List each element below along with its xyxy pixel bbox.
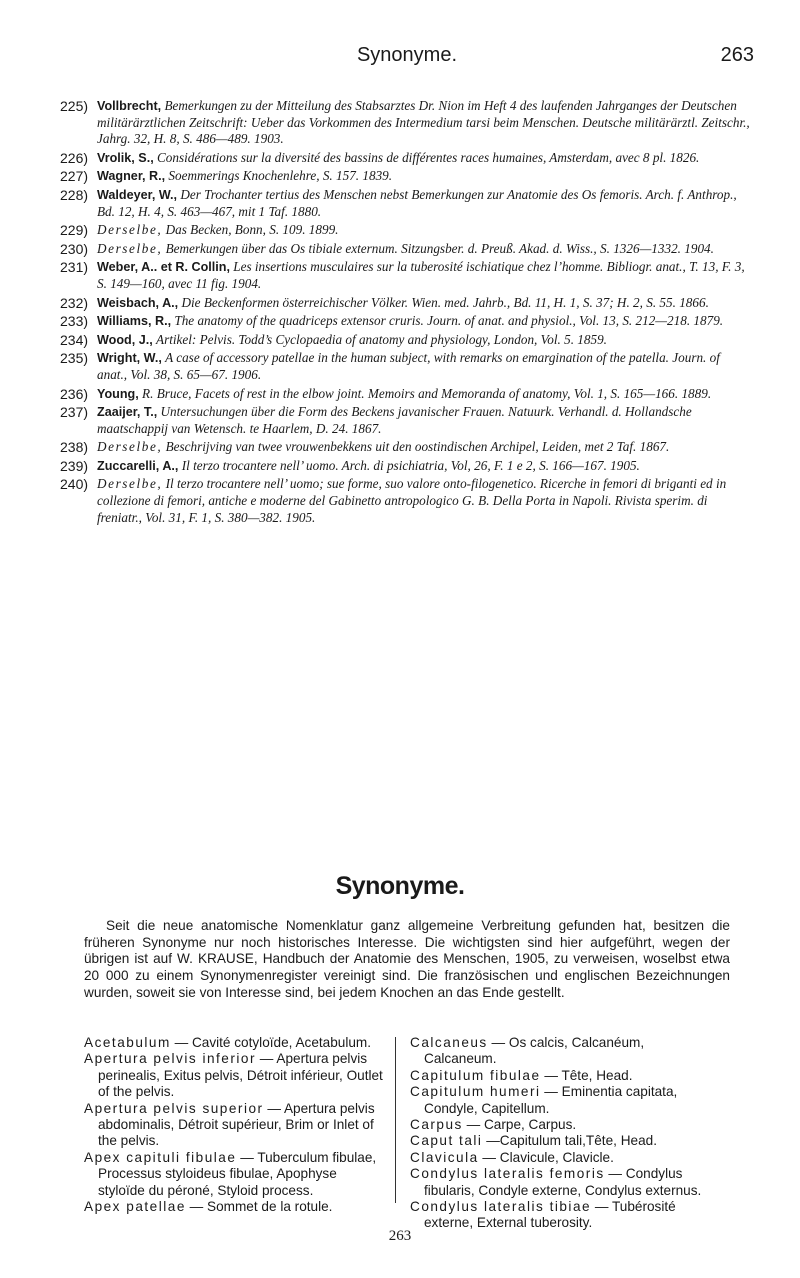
reference-author-spaced: Derselbe, xyxy=(97,439,163,455)
reference-number: 238) xyxy=(60,439,89,456)
synonym-term: Clavicula xyxy=(410,1149,479,1165)
reference-text: A case of accessory patellae in the human subject, with remarks on emargination of the patella. Journ. of anat., Vol. 38, S. 65—67. 1906. xyxy=(97,350,720,382)
page-number-top: 263 xyxy=(720,44,754,66)
synonym-text: — Tubérosité externe, External tuberosity. xyxy=(424,1199,676,1231)
synonym-text: — Os calcis, Calcanéum, Calcaneum. xyxy=(424,1035,645,1067)
synonym-entry xyxy=(410,1117,710,1133)
synonym-text: — Apertura pelvis abdominalis, Détroit supérieur, Brim or Inlet of the pelvis. xyxy=(98,1100,375,1149)
reference-text: Soemmerings Knochenlehre, S. 157. 1839. xyxy=(168,168,393,184)
reference-number: 237) xyxy=(60,404,89,421)
reference-item xyxy=(60,241,750,258)
reference-item xyxy=(60,168,750,185)
reference-number: 235) xyxy=(60,350,89,367)
synonym-term: Apex patellae xyxy=(84,1199,186,1215)
synonym-entry xyxy=(84,1101,384,1150)
synonym-text: — Clavicule, Clavicle. xyxy=(478,1149,614,1165)
reference-item xyxy=(60,295,750,312)
reference-number: 228) xyxy=(60,186,89,203)
reference-author-spaced: Derselbe, xyxy=(97,476,163,492)
synonym-column-right xyxy=(410,1035,710,1232)
synonym-entry xyxy=(84,1199,384,1215)
reference-item xyxy=(60,222,750,239)
reference-text: Das Becken, Bonn, S. 109. 1899. xyxy=(165,222,339,238)
reference-number: 232) xyxy=(60,294,89,311)
reference-author: Zuccarelli, A., xyxy=(97,458,179,473)
synonym-column-left xyxy=(84,1035,384,1215)
synonym-text: — Sommet de la rotule. xyxy=(185,1199,333,1215)
reference-author: Waldeyer, W., xyxy=(97,187,178,202)
reference-item xyxy=(60,259,750,292)
reference-text: Untersuchungen über die Form des Beckens javanischer Frauen. Natuurk. Verhandl. d. Hollandsche maatschappij van Wetensch. te Haarlem, D. 24. 1867. xyxy=(97,404,692,436)
reference-item xyxy=(60,476,750,526)
reference-author-spaced: Derselbe, xyxy=(97,240,163,256)
synonym-entry xyxy=(410,1035,710,1068)
synonym-entry xyxy=(84,1051,384,1100)
reference-author: Young, xyxy=(97,386,139,401)
synonym-term: Apertura pelvis inferior xyxy=(84,1051,256,1067)
synonym-text: — Cavité cotyloïde, Acetabulum. xyxy=(170,1035,372,1050)
synonym-text: — Tuberculum fibulae, Processus styloideus fibulae, Apophyse styloïde du péroné, Styloid process. xyxy=(98,1149,377,1198)
reference-number: 233) xyxy=(60,313,89,330)
synonym-entry xyxy=(410,1166,710,1199)
running-title: Synonyme. xyxy=(356,44,458,66)
reference-item xyxy=(60,187,750,220)
reference-list xyxy=(60,98,750,528)
reference-text: Der Trochanter tertius des Menschen nebst Bemerkungen zur Anatomie des Os femoris. Arch. f. Anthrop., Bd. 12, H. 4, S. 463—467, mit 1 Taf. 1880. xyxy=(97,186,737,219)
reference-text: Il terzo trocantere nell’ uomo. Arch. di psichiatria, Vol, 26, F. 1 e 2, S. 166—167. 1905. xyxy=(181,457,640,473)
reference-text: Beschrijving van twee vrouwenbekkens uit den oostindischen Archipel, Leiden, met 2 Taf. 1867. xyxy=(165,439,670,455)
reference-number: 239) xyxy=(60,457,89,474)
synonym-term: Condylus lateralis femoris xyxy=(410,1166,605,1182)
reference-number: 229) xyxy=(60,222,89,239)
synonym-entry xyxy=(84,1150,384,1199)
synonym-columns xyxy=(84,1035,734,1231)
synonym-term: Carpus xyxy=(410,1117,463,1133)
reference-item xyxy=(60,386,750,403)
reference-item xyxy=(60,458,750,475)
reference-author: Weisbach, A., xyxy=(97,295,179,310)
reference-number: 225) xyxy=(60,98,89,114)
synonym-entry xyxy=(410,1133,710,1149)
section-title: Synonyme. xyxy=(335,872,465,900)
synonym-term: Apertura pelvis superior xyxy=(84,1100,264,1116)
reference-number: 240) xyxy=(60,476,89,493)
reference-text: Les insertions musculaires sur la tuberosité ischiatique chez l’homme. Bibliogr. anat., T. 13, F. 3, S. 149—160, avec 11 fig. 1904. xyxy=(97,259,745,291)
reference-number: 230) xyxy=(60,240,89,257)
synonym-term: Acetabulum xyxy=(84,1035,171,1050)
reference-item xyxy=(60,98,750,148)
reference-author: Zaaijer, T., xyxy=(97,405,158,420)
intro-paragraph: Seit die neue anatomische Nomenklatur ganz allgemeine Verbreitung gefunden hat, besitzen die früheren Synonyme nur noch historisches Interesse. Die wichtigsten sind hier aufgeführt, wegen der übrigen ist auf W. KRAUSE, Handbuch der Anatomie des Menschen, 1905, zu verweisen, woselbst etwa 20 000 zu einem Synonymenregister vereinigt sind. Die französischen und englischen Bezeichnungen wurden, soweit sie von Interesse sind, bei jedem Knochen an das Ende gestellt. xyxy=(84,918,730,1000)
page-number-bottom: 263 xyxy=(388,1228,412,1244)
reference-text: R. Bruce, Facets of rest in the elbow joint. Memoirs and Memoranda of anatomy, Vol. 1, S. 165—166. 1889. xyxy=(142,385,712,401)
reference-number: 231) xyxy=(60,259,89,276)
reference-item xyxy=(60,404,750,437)
reference-item xyxy=(60,350,750,383)
reference-item xyxy=(60,150,750,167)
reference-number: 226) xyxy=(60,149,89,166)
reference-text: Considérations sur la diversité des bassins de différentes races humaines, Amsterdam, avec 8 pl. 1826. xyxy=(157,149,700,165)
reference-text: The anatomy of the quadriceps extensor cruris. Journ. of anat. and physiol., Vol. 13, S. 212—218. 1879. xyxy=(174,313,724,329)
synonym-term: Capitulum fibulae xyxy=(410,1067,541,1083)
synonym-term: Calcaneus xyxy=(410,1035,488,1050)
synonym-term: Caput tali xyxy=(410,1133,483,1149)
synonym-text: — Apertura pelvis perinealis, Exitus pelvis, Détroit inférieur, Outlet of the pelvis. xyxy=(98,1051,383,1100)
synonym-text: — Tête, Head. xyxy=(540,1067,633,1083)
synonym-entry xyxy=(410,1084,710,1117)
reference-text: Bemerkungen über das Os tibiale externum. Sitzungsber. d. Preuß. Akad. d. Wiss., S. 1326—1332. 1904. xyxy=(165,240,714,256)
synonym-entry xyxy=(410,1150,710,1166)
reference-number: 234) xyxy=(60,331,89,348)
reference-author: Weber, A.. et R. Collin, xyxy=(97,260,230,275)
synonym-entry xyxy=(410,1068,710,1084)
synonym-entry xyxy=(84,1035,384,1051)
synonym-text: — Eminentia capitata, Condyle, Capitellum. xyxy=(424,1084,678,1116)
column-divider xyxy=(395,1037,396,1203)
page-header xyxy=(60,24,754,84)
reference-author: Wagner, R., xyxy=(97,169,166,184)
synonym-term: Capitulum humeri xyxy=(410,1084,541,1100)
reference-text: Il terzo trocantere nell’ uomo; sue forme, suo valore onto-filogenetico. Ricerche in femori di briganti ed in collezione di femori, antiche e moderne del Gabinetto antropologico G. B. Della Porta in Napoli. Rivista sperim. di freniatr., Vol. 31, F. 1, S. 380—382. 1905. xyxy=(97,476,727,525)
synonym-entry xyxy=(410,1199,710,1232)
reference-author: Wright, W., xyxy=(97,351,162,366)
reference-item xyxy=(60,313,750,330)
reference-text: Bemerkungen zu der Mitteilung des Stabsarztes Dr. Nion im Heft 4 des laufenden Jahrganges der Deutschen militärärztlichen Zeitschrift: Ueber das Vorkommen des Intermedium tarsi beim Menschen. Deutsche militärärztl. Zeitschr., Jahrg. 32, H. 8, S. 486—489. 1903. xyxy=(97,98,750,147)
synonym-text: — Condylus fibularis, Condyle externe, Condylus externus. xyxy=(424,1166,702,1198)
reference-author: Wood, J., xyxy=(97,332,153,347)
reference-author: Vrolik, S., xyxy=(97,150,154,165)
synonym-text: —Capitulum tali,Tête, Head. xyxy=(482,1133,657,1149)
reference-author-spaced: Derselbe, xyxy=(97,222,163,238)
reference-text: Artikel: Pelvis. Todd’s Cyclopaedia of anatomy and physiology, London, Vol. 5. 1859. xyxy=(156,331,607,347)
reference-author: Vollbrecht, xyxy=(97,99,162,113)
reference-item xyxy=(60,439,750,456)
reference-author: Williams, R., xyxy=(97,314,172,329)
reference-text: Die Beckenformen österreichischer Völker. Wien. med. Jahrb., Bd. 11, H. 1, S. 37; H. 2, S. 55. 1866. xyxy=(181,294,709,310)
synonym-term: Condylus lateralis tibiae xyxy=(410,1199,592,1215)
synonym-term: Apex capituli fibulae xyxy=(84,1149,237,1165)
reference-number: 227) xyxy=(60,168,89,185)
synonym-text: — Carpe, Carpus. xyxy=(462,1117,577,1133)
reference-item xyxy=(60,332,750,349)
reference-number: 236) xyxy=(60,385,89,402)
